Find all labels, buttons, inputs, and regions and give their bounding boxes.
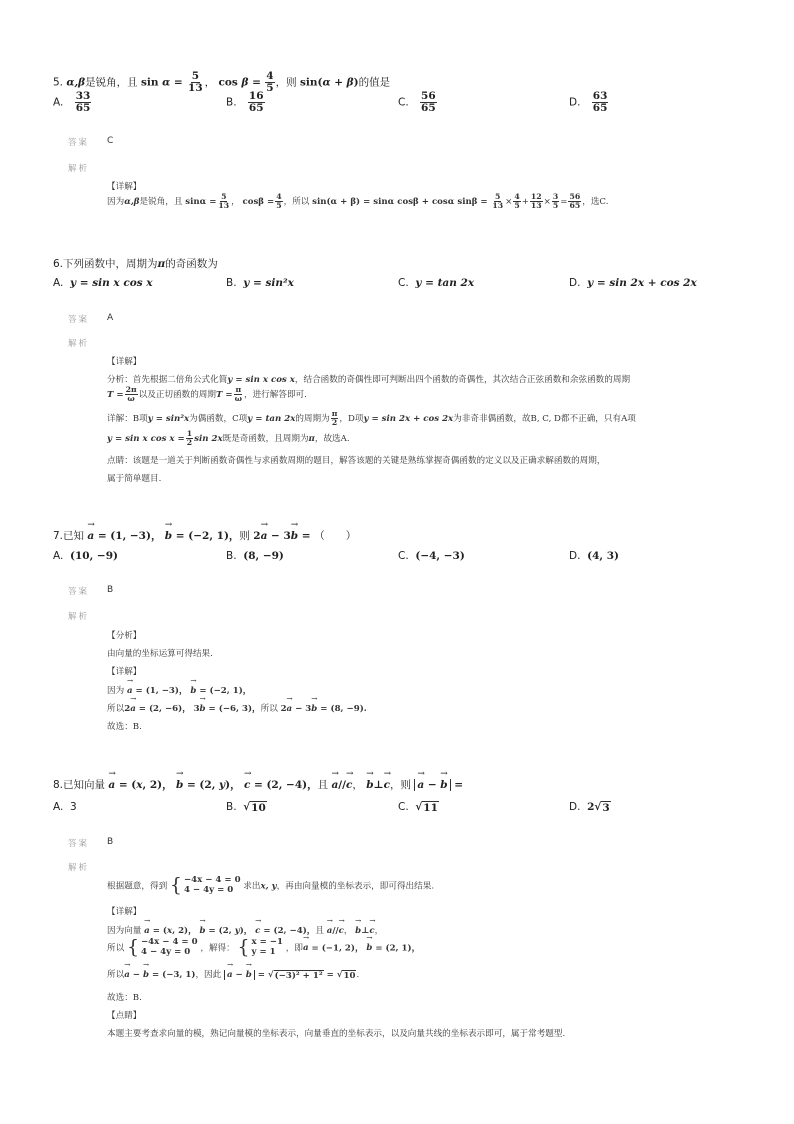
q6-option-c: C. y = tan 2x — [398, 277, 475, 289]
q8-stem: 8.已知向量 → a = (x, 2)， → b = (2, y)， → c = (2, −4)，且 → a//→ c， → b⊥→ c，则 → a − → b = — [53, 776, 463, 792]
q5-detail-title: 【详解】 — [107, 182, 142, 192]
q8-number: 8. — [53, 779, 64, 791]
q7-line-2: 因为 → a = (1, −3)， → b = (−2, 1)， — [107, 683, 251, 696]
q6-line-5: 点睛：该题是一道关于判断函数奇偶性与求函数周期的题目，解答该题的关键是熟练掌握奇偶函数的定义以及正确求解函数的周期， — [107, 456, 606, 466]
q6-option-a: A. y = sin x cos x — [53, 277, 153, 289]
q7-answer-label: 答案 — [68, 587, 90, 597]
q6-line-3: 详解：B项y = sin²x为偶函数，C项y = tan 2x的周期为 $\frac{\pi}{2}$ ，D项y = sin 2x + cos 2x为非奇非偶函数，故B, C, D都不正确，只有A项 — [107, 409, 636, 428]
q6-number: 6. — [53, 258, 64, 270]
q6-option-d: D. y = sin 2x + cos 2x — [569, 277, 697, 289]
q7-analysis-label: 解析 — [68, 612, 90, 622]
q8-option-b: B. √ 10 — [226, 801, 266, 814]
q8-line-3: 所以 { −4x − 4 = 0 4 − 4y = 0 ，解得： { x = −1 y = 1 ，即→ a = (−1, 2)， → b = (2, 1)， — [107, 938, 420, 958]
q5-detail: 因为α,β是锐角，且 sinα = $\frac{5}{13}$ ， cosβ = $\frac{4}{5}$ ，所以 sin(α + β) = sinα cosβ + cosα sinβ = $\frac{5}{13}$ × $\frac{4}{5}$ + $\frac{12}{13}$ × $\frac{3}{5}$ = $\frac{56}{65}$ ，选C. — [107, 192, 609, 211]
q8-option-c: C. √ 11 — [398, 801, 438, 814]
q7-option-b: B. (8, −9) — [226, 550, 284, 562]
q6-line-2: T = $\frac{2\pi}{\omega}$ 以及正切函数的周期T = $\frac{\pi}{\omega}$ ，进行解答即可. — [107, 385, 307, 404]
q6-line-1: 分析：首先根据二倍角公式化简y = sin x cos x，结合函数的奇偶性即可判断出四个函数的奇偶性，其次结合正弦函数和余弦函数的周期 — [107, 375, 631, 385]
q7-answer: B — [107, 585, 114, 595]
q6-answer-label: 答案 — [68, 315, 90, 325]
q7-option-a: A. (10, −9) — [53, 550, 118, 562]
q6-line-6: 属于简单题目. — [107, 474, 162, 484]
q7-analysis-title: 【分析】 — [107, 631, 142, 641]
q5-option-a: A. $\frac{33}{65}$ — [53, 90, 91, 115]
q7-line-3: 所以2→ a = (2, −6)， 3→ b = (−6, 3)，所以 2→ a − 3→ b = (8, −9). — [107, 701, 367, 714]
q6-detail-title: 【详解】 — [107, 357, 142, 367]
q8-line-1: 根据题意，得到 { −4x − 4 = 0 4 − 4y = 0 求出x, y，再由向量模的坐标表示，即可得出结果. — [107, 874, 435, 897]
q6-line-4: y = sin x cos x = $\frac{1}{2}$ sin 2x既是奇函数，且周期为π，故选A. — [107, 429, 350, 448]
q8-line-4: 所以→ a − → b = (−3, 1)，因此 → a − → b = √ (−3)² + 1² = √ 10 . — [107, 967, 359, 981]
q7-detail-title: 【详解】 — [107, 667, 142, 677]
q7-line-1: 由向量的坐标运算可得结果. — [107, 649, 213, 659]
q8-option-d: D. 2√ 3 — [569, 801, 610, 814]
q8-line-6: 本题主要考查求向量的模，熟记向量模的坐标表示，向量垂直的坐标表示，以及向量共线的坐标表示即可，属于常考题型. — [107, 1029, 566, 1039]
q8-line-2: 因为向量 → a = (x, 2)， → b = (2, y)， → c = (2, −4)，且 → a//→ c， → b⊥→ c， — [107, 923, 383, 936]
q7-stem: 7.已知 → a = (1, −3)， → b = (−2, 1)，则 2→ a − 3→ b = （ ） — [53, 527, 356, 543]
q6-answer: A — [107, 313, 114, 323]
q8-option-a: A. 3 — [53, 801, 77, 813]
q7-line-4: 故选：B. — [107, 722, 142, 732]
q5-option-c: C. $\frac{56}{65}$ — [398, 90, 436, 115]
q6-stem: 6.下列函数中，周期为π的奇函数为 — [53, 258, 218, 270]
q8-analysis-label: 解析 — [68, 863, 90, 873]
q8-line-5: 故选：B. — [107, 993, 142, 1003]
q8-answer-label: 答案 — [68, 839, 90, 849]
q8-comment-title: 【点睛】 — [107, 1011, 142, 1021]
q8-answer: B — [107, 837, 114, 847]
q5-number: 5. — [53, 76, 64, 89]
q7-option-c: C. (−4, −3) — [398, 550, 465, 562]
q6-option-b: B. y = sin²x — [226, 277, 294, 289]
q5-stem: 5. α,β是锐角，且 sin α = $\frac{5}{13}$ ， cos β = $\frac{4}{5}$ ，则 sin(α + β)的值是 — [53, 70, 391, 95]
q5-option-b: B. $\frac{16}{65}$ — [226, 90, 264, 115]
q5-option-d: D. $\frac{63}{65}$ — [569, 90, 608, 115]
q7-option-d: D. (4, 3) — [569, 550, 619, 562]
q6-analysis-label: 解析 — [68, 339, 90, 349]
q5-answer-label: 答案 — [68, 138, 90, 148]
q7-number: 7. — [53, 530, 64, 542]
q5-answer: C — [107, 136, 114, 146]
q5-analysis-label: 解析 — [68, 164, 90, 174]
q8-detail-title: 【详解】 — [107, 907, 142, 917]
